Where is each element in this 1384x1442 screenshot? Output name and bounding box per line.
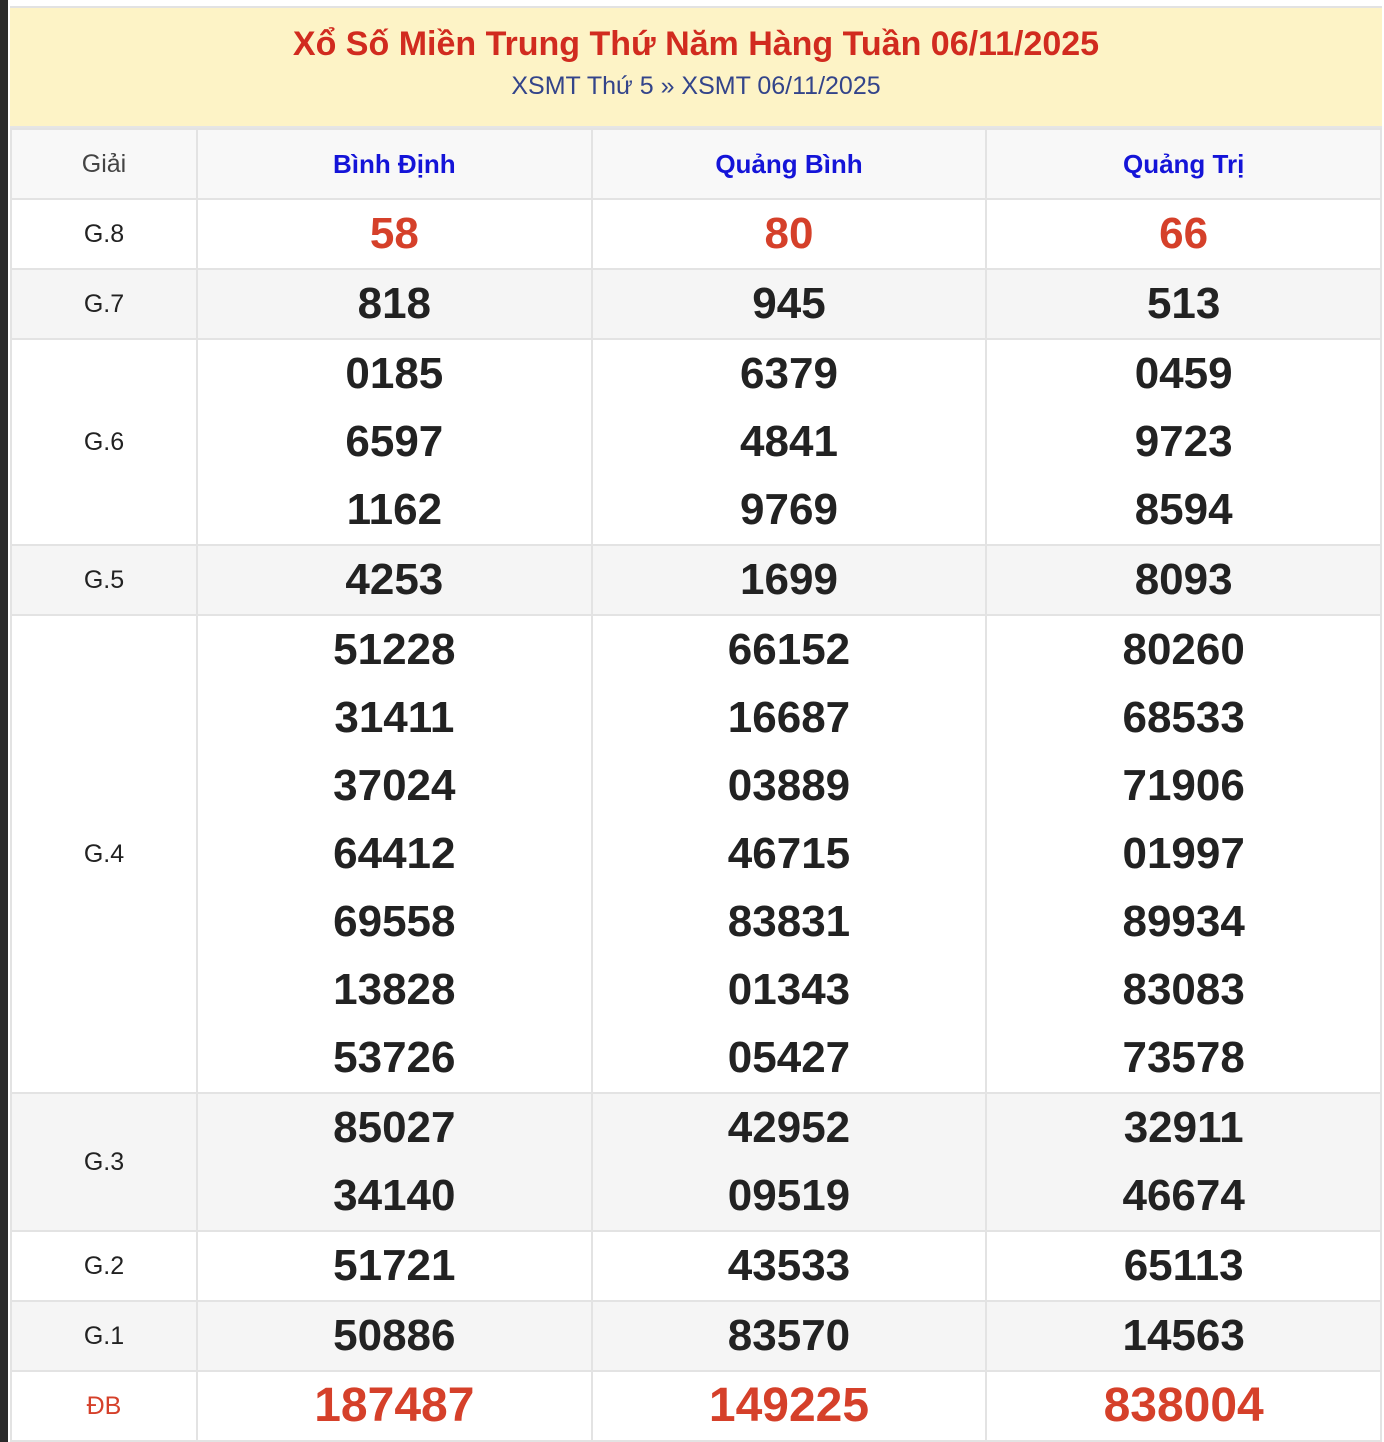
lottery-number: 1162 (346, 485, 443, 534)
prize-label: G.4 (11, 615, 197, 1093)
lottery-number: 34140 (333, 1171, 456, 1220)
results-table (10, 128, 1382, 1442)
lottery-number: 01997 (1122, 829, 1245, 878)
lottery-number: 32911 (1123, 1103, 1244, 1152)
lottery-number: 46715 (727, 829, 851, 878)
result-cell (197, 545, 592, 615)
results-panel (10, 6, 1382, 1442)
result-cell (592, 269, 987, 339)
prize-label: G.1 (11, 1301, 197, 1371)
prize-row (11, 199, 1381, 269)
prize-label: G.2 (11, 1231, 197, 1301)
breadcrumb-link-date[interactable]: XSMT 06/11/2025 (681, 72, 881, 100)
result-cell (197, 1231, 592, 1301)
lottery-number: 80260 (1122, 625, 1245, 674)
lottery-number: 4253 (345, 555, 444, 604)
result-cell (986, 1301, 1381, 1371)
result-cell (592, 545, 987, 615)
province-header-binh-dinh[interactable]: Bình Định (197, 129, 592, 199)
lottery-number: 8093 (1134, 555, 1233, 604)
lottery-number: 83083 (1122, 965, 1245, 1014)
breadcrumb-link-thu5[interactable]: XSMT Thứ 5 (511, 72, 654, 100)
result-cell (986, 199, 1381, 269)
result-cell (197, 199, 592, 269)
result-cell (986, 1371, 1381, 1441)
result-cell (197, 1301, 592, 1371)
lottery-number: 51721 (333, 1241, 456, 1290)
prize-column-header: Giải (11, 129, 197, 199)
result-cell (986, 1231, 1381, 1301)
lottery-number: 05427 (727, 1033, 851, 1082)
prize-label: G.5 (11, 545, 197, 615)
lottery-number: 13828 (333, 965, 456, 1014)
window-edge (0, 0, 8, 1442)
lottery-number: 68533 (1122, 693, 1245, 742)
lottery-number: 37024 (333, 761, 456, 810)
lottery-number: 16687 (727, 693, 851, 742)
result-cell (197, 339, 592, 545)
lottery-number: 58 (369, 209, 419, 258)
lottery-number: 09519 (727, 1171, 851, 1220)
result-cell (592, 615, 987, 1093)
result-cell (986, 339, 1381, 545)
lottery-number: 50886 (333, 1311, 456, 1360)
prize-label: G.6 (11, 339, 197, 545)
prize-label: G.3 (11, 1093, 197, 1231)
lottery-number: 187487 (314, 1379, 475, 1432)
lottery-number: 89934 (1122, 897, 1245, 946)
prize-label: G.7 (11, 269, 197, 339)
result-cell (986, 545, 1381, 615)
lottery-number: 42952 (727, 1103, 851, 1152)
province-header-quang-binh[interactable]: Quảng Bình (592, 129, 987, 199)
lottery-number: 51228 (333, 625, 456, 674)
breadcrumb (10, 72, 1382, 101)
lottery-number: 53726 (333, 1033, 456, 1082)
lottery-number: 71906 (1122, 761, 1245, 810)
result-cell (592, 1231, 987, 1301)
lottery-number: 818 (357, 279, 432, 328)
prize-row (11, 339, 1381, 545)
prize-row (11, 1371, 1381, 1441)
result-cell (986, 1093, 1381, 1231)
lottery-number: 8594 (1134, 485, 1233, 534)
lottery-number: 69558 (333, 897, 456, 946)
lottery-number: 9769 (740, 485, 838, 534)
results-header (10, 8, 1382, 128)
result-cell (986, 269, 1381, 339)
result-cell (197, 269, 592, 339)
result-cell (592, 1371, 987, 1441)
lottery-number: 1699 (740, 555, 838, 604)
breadcrumb-separator: » (660, 72, 675, 100)
result-cell (197, 615, 592, 1093)
lottery-number: 43533 (727, 1241, 851, 1290)
result-cell (592, 1301, 987, 1371)
lottery-number: 03889 (727, 761, 851, 810)
result-cell (197, 1371, 592, 1441)
result-cell (197, 1093, 592, 1231)
result-cell (592, 199, 987, 269)
result-cell (592, 1093, 987, 1231)
prize-row (11, 545, 1381, 615)
lottery-number: 85027 (333, 1103, 456, 1152)
result-cell (986, 615, 1381, 1093)
lottery-number: 513 (1146, 279, 1221, 328)
lottery-number: 83831 (727, 897, 851, 946)
lottery-number: 0459 (1134, 349, 1233, 398)
prize-row (11, 1301, 1381, 1371)
lottery-number: 0185 (345, 349, 444, 398)
lottery-number: 01343 (727, 965, 851, 1014)
result-cell (592, 339, 987, 545)
lottery-number: 73578 (1122, 1033, 1245, 1082)
lottery-number: 64412 (333, 829, 456, 878)
lottery-number: 66152 (727, 625, 851, 674)
prize-label: G.8 (11, 199, 197, 269)
province-header-quang-tri[interactable]: Quảng Trị (986, 129, 1381, 199)
lottery-number: 65113 (1123, 1241, 1244, 1290)
lottery-number: 6379 (740, 349, 838, 398)
lottery-number: 66 (1159, 209, 1209, 258)
lottery-number: 14563 (1122, 1311, 1245, 1360)
prize-row (11, 269, 1381, 339)
lottery-number: 31411 (334, 693, 455, 742)
lottery-number: 83570 (727, 1311, 851, 1360)
prize-row (11, 615, 1381, 1093)
lottery-number: 945 (752, 279, 826, 328)
lottery-number: 46674 (1122, 1171, 1245, 1220)
page-title: Xổ Số Miền Trung Thứ Năm Hàng Tuần 06/11/2025 (292, 25, 1100, 63)
lottery-number: 9723 (1134, 417, 1233, 466)
prize-row (11, 1231, 1381, 1301)
lottery-number: 80 (764, 209, 814, 258)
lottery-number: 6597 (345, 417, 444, 466)
lottery-number: 149225 (708, 1379, 870, 1432)
prize-row (11, 1093, 1381, 1231)
lottery-number: 4841 (740, 417, 838, 466)
lottery-number: 838004 (1103, 1379, 1264, 1432)
prize-label: ĐB (11, 1371, 197, 1441)
